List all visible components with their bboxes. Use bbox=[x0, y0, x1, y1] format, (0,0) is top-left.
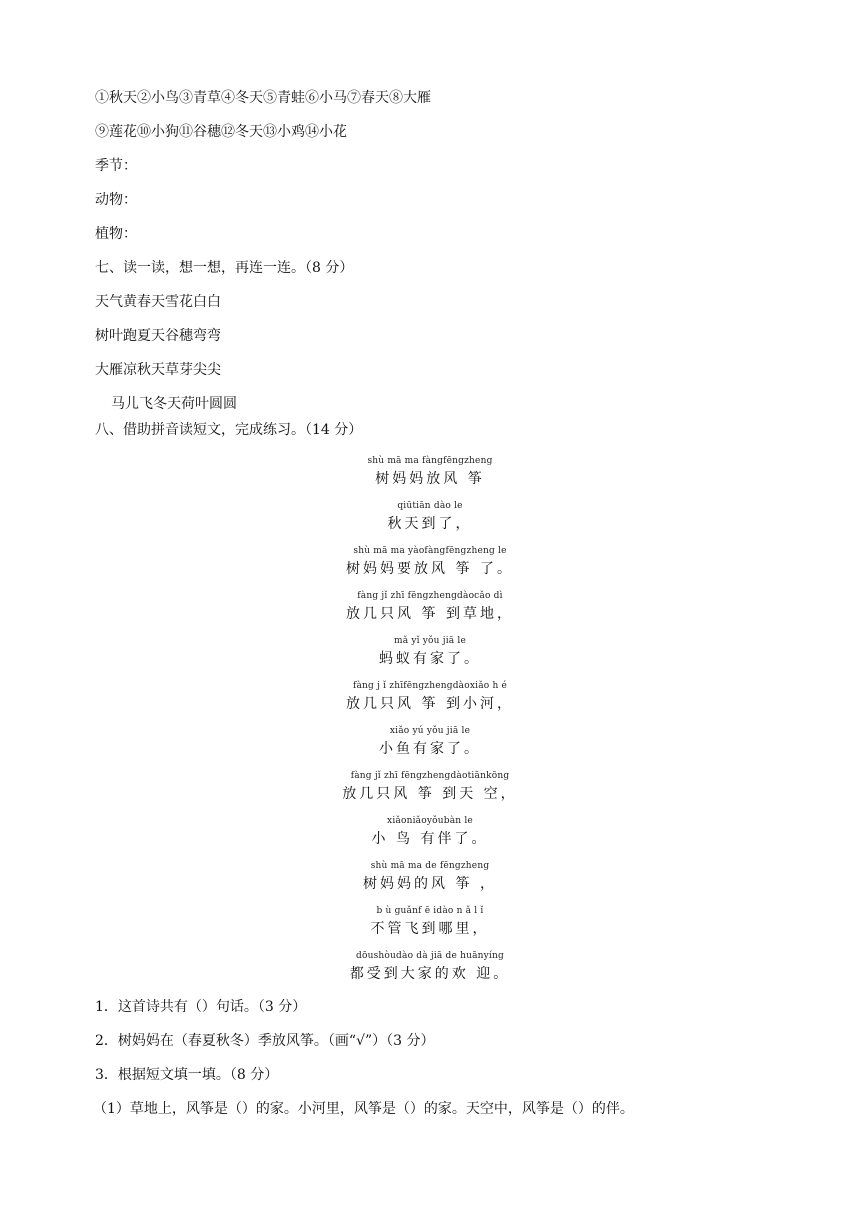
pinyin-line: shù mā ma fàngfēngzheng bbox=[367, 456, 493, 466]
pinyin-line: mǎ yǐ yǒu jiā le bbox=[393, 636, 467, 646]
hanzi-line: 都受到大家的欢 迎。 bbox=[349, 966, 511, 982]
match-row: 大雁凉秋天草芽尖尖 bbox=[95, 362, 221, 378]
pinyin-line: xiǎo yú yǒu jiā le bbox=[389, 726, 471, 736]
pinyin-line: qiūtiān dào le bbox=[397, 501, 463, 511]
hanzi-line: 放几只风 筝 到天 空， bbox=[342, 786, 518, 802]
poem-line bbox=[0, 681, 860, 713]
section-8-title: 八、借助拼音读短文，完成练习。（14 分） bbox=[95, 422, 363, 438]
hanzi-line: 树妈妈放风 筝 bbox=[375, 471, 485, 487]
pinyin-line: b ù guǎnf ē idào n ǎ l ǐ bbox=[376, 906, 484, 916]
category-season: 季节： bbox=[95, 158, 137, 174]
pinyin-line: dōushòudào dà jiā de huānyíng bbox=[356, 951, 504, 961]
pinyin-line: fàng jǐ zhī fēngzhengdàocǎo dì bbox=[357, 591, 503, 601]
hanzi-line: 小鱼有家了。 bbox=[379, 741, 481, 757]
match-row: 天气黄春天雪花白白 bbox=[95, 294, 221, 310]
poem-line bbox=[0, 816, 860, 848]
pinyin-line: xiǎoniǎoyǒubàn le bbox=[387, 816, 473, 826]
hanzi-line: 小 鸟 有伴了。 bbox=[371, 831, 489, 847]
poem-line bbox=[0, 501, 860, 533]
match-row: 马儿飞冬天荷叶圆圆 bbox=[111, 396, 237, 412]
question-1: 1．这首诗共有（）句话。（3 分） bbox=[95, 999, 307, 1015]
category-plant: 植物： bbox=[95, 226, 137, 242]
poem-line bbox=[0, 906, 860, 938]
question-2: 2．树妈妈在（春夏秋冬）季放风筝。（画“√”）（3 分） bbox=[95, 1033, 435, 1049]
hanzi-line: 蚂蚁有家了。 bbox=[379, 651, 481, 667]
pinyin-line: fàng j ǐ zhīfēngzhengdàoxiǎo h é bbox=[352, 681, 508, 691]
pinyin-line: shù mā ma de fēngzheng bbox=[370, 861, 490, 871]
section-7-title: 七、读一读，想一想，再连一连。（8 分） bbox=[95, 260, 354, 276]
hanzi-line: 放几只风 筝 到草地， bbox=[346, 606, 514, 622]
poem-line bbox=[0, 861, 860, 893]
category-animal: 动物： bbox=[95, 192, 137, 208]
items-list-line-1: ①秋天②小鸟③青草④冬天⑤青蛙⑥小马⑦春天⑧大雁 bbox=[95, 90, 431, 106]
question-3-part-1: （1）草地上，风筝是（）的家。小河里，风筝是（）的家。天空中，风筝是（）的伴。 bbox=[93, 1101, 634, 1117]
pinyin-line: fàng jǐ zhī fēngzhengdàotiānkōng bbox=[350, 771, 510, 781]
items-list-line-2: ⑨莲花⑩小狗⑪谷穗⑫冬天⑬小鸡⑭小花 bbox=[95, 124, 347, 140]
poem-line bbox=[0, 951, 860, 983]
poem-line bbox=[0, 726, 860, 758]
question-3: 3．根据短文填一填。（8 分） bbox=[95, 1067, 279, 1083]
match-row: 树叶跑夏天谷穗弯弯 bbox=[95, 328, 221, 344]
hanzi-line: 树妈妈要放风 筝 了。 bbox=[346, 561, 514, 577]
poem-line bbox=[0, 636, 860, 668]
poem-line bbox=[0, 591, 860, 623]
poem-title-line bbox=[0, 456, 860, 488]
hanzi-line: 秋天到了， bbox=[387, 516, 473, 532]
hanzi-line: 放几只风 筝 到小河， bbox=[346, 696, 514, 712]
poem-line bbox=[0, 771, 860, 803]
pinyin-line: shù mā ma yàofàngfēngzheng le bbox=[353, 546, 507, 556]
hanzi-line: 树妈妈的风 筝 ， bbox=[363, 876, 497, 892]
hanzi-line: 不管飞到哪里， bbox=[370, 921, 490, 937]
poem-line bbox=[0, 546, 860, 578]
